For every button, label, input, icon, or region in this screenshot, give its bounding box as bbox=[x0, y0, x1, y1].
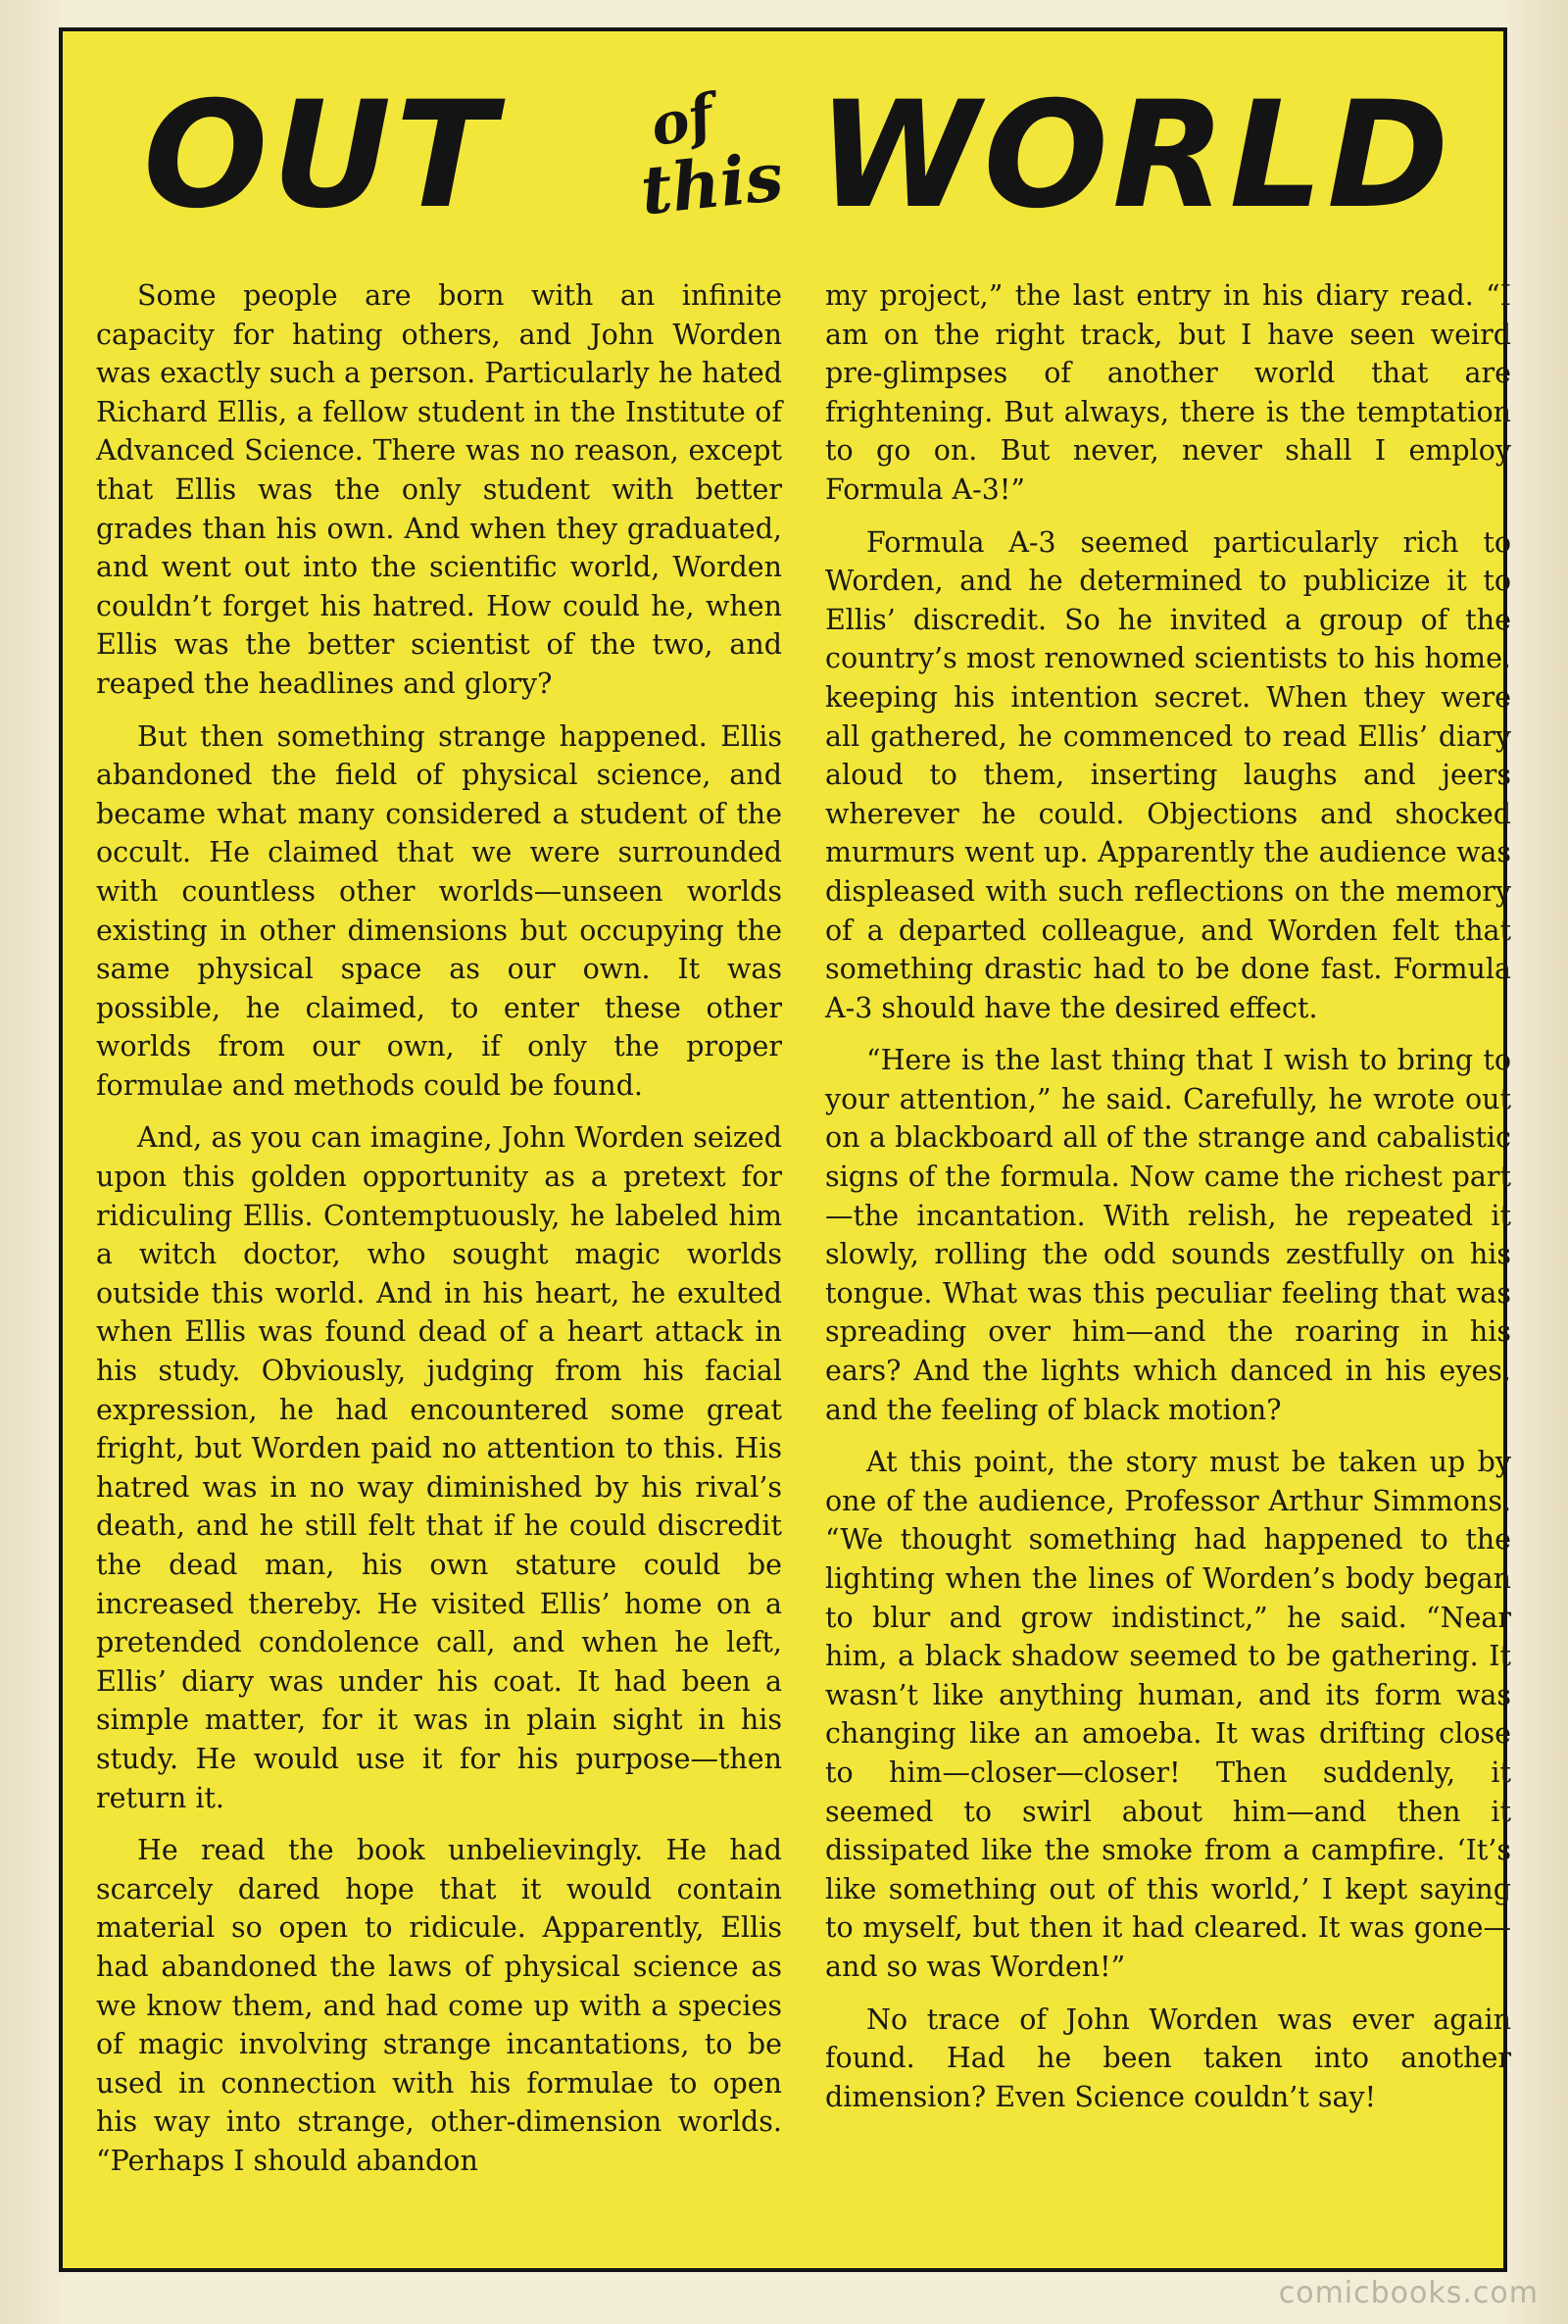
story-panel bbox=[59, 27, 1511, 2272]
paragraph-continued: my project,” the last entry in his diary read. “I am on the right track, but I have seen weird pre-glimpses of another world that are frightening. But always, there is the temptation to go on. But never, never shall I employ Formula A-3!” bbox=[825, 279, 1511, 506]
site-watermark: comicbooks.com bbox=[1278, 2276, 1539, 2310]
title-word-of: of bbox=[644, 81, 720, 160]
paragraph: Formula A-3 seemed particularly rich to Worden, and he determined to publicize it to Ellis’ discredit. So he invited a group of the country’s most renowned scientists to his home, keeping his intention secret. When they were all gathered, he commenced to read Ellis’ diary aloud to them, inserting laughs and jeers wherever he could. Objections and shocked murmurs went up. Apparently the audience was displeased with such reflections on the memory of a departed colleague, and Worden felt that something drastic had to be done fast. Formula A-3 should have the desired effect. bbox=[825, 525, 1511, 1024]
paragraph: Some people are born with an infinite capacity for hating others, and John Worden was exactly such a person. Particularly he hated Richard Ellis, a fellow student in the Institute of Advanced Science. There was no reason, except that Ellis was the only student with better grades than his own. And when they graduated, and went out into the scientific world, Worden couldn’t forget his hatred. How could he, when Ellis was the better scientist of the two, and reaped the headlines and glory? bbox=[96, 279, 782, 700]
text-column-left bbox=[96, 276, 782, 2195]
paragraph: No trace of John Worden was ever again found. Had he been taken into another dimension? Even Science couldn’t say! bbox=[825, 2003, 1511, 2113]
paragraph: He read the book unbelievingly. He had scarcely dared hope that it would contain material so open to ridicule. Apparently, Ellis had abandoned the laws of physical science as we know them, and had come up with a species of magic involving strange incantations, to be used in connection with his formulae to open his way into strange, other-dimension worlds. “Perhaps I should abandon bbox=[96, 1834, 782, 2177]
title-word-world: WORLD bbox=[817, 71, 1453, 241]
paragraph: But then something strange happened. Ellis abandoned the field of physical science, and became what many considered a student of the occult. He claimed that we were surrounded with countless other worlds—unseen worlds existing in other dimensions but occupying the same physical space as our own. It was possible, he claimed, to enter these other worlds from our own, if only the proper formulae and methods could be found. bbox=[96, 719, 782, 1102]
title-word-out: OUT bbox=[143, 71, 500, 241]
paragraph: And, as you can imagine, John Worden seized upon this golden opportunity as a pretext for ridiculing Ellis. Contemptuously, he labeled him a witch doctor, who sought magic worlds outside this world. And in his heart, he exulted when Ellis was found dead of a heart attack in his study. Obviously, judging from his facial expression, he had encountered some great fright, but Worden paid no attention to this. His hatred was in no way diminished by his rival’s death, and he still felt that if he could discredit the dead man, his own stature could be increased thereby. He visited Ellis’ home on a pretended condolence call, and when he left, Ellis’ diary was under his coat. It had been a simple matter, for it was in plain sight in his study. He would use it for his purpose—then return it. bbox=[96, 1121, 782, 1814]
story-title bbox=[63, 31, 1503, 267]
paragraph: “Here is the last thing that I wish to bring to your attention,” he said. Carefully, he wrote out on a blackboard all of the strange and cabalistic signs of the formula. Now came the richest part—the incantation. With relish, he repeated it slowly, rolling the odd sounds zestfully on his tongue. What was this peculiar feeling that was spreading over him—and the roaring in his ears? And the lights which danced in his eyes, and the feeling of black motion? bbox=[825, 1044, 1511, 1426]
text-column-right bbox=[825, 276, 1511, 2130]
title-word-this: this bbox=[637, 137, 787, 231]
paragraph: At this point, the story must be taken up by one of the audience, Professor Arthur Simmons. “We thought something had happened to the lighting when the lines of Worden’s body began to blur and grow indistinct,” he said. “Near him, a black shadow seemed to be gathering. It wasn’t like anything human, and its form was changing like an amoeba. It was drifting close to him—closer—closer! Then suddenly, it seemed to swirl about him—and then it dissipated like the smoke from a campfire. ‘It’s like something out of this world,’ I kept saying to myself, but then it had cleared. It was gone—and so was Worden!” bbox=[825, 1446, 1511, 1983]
